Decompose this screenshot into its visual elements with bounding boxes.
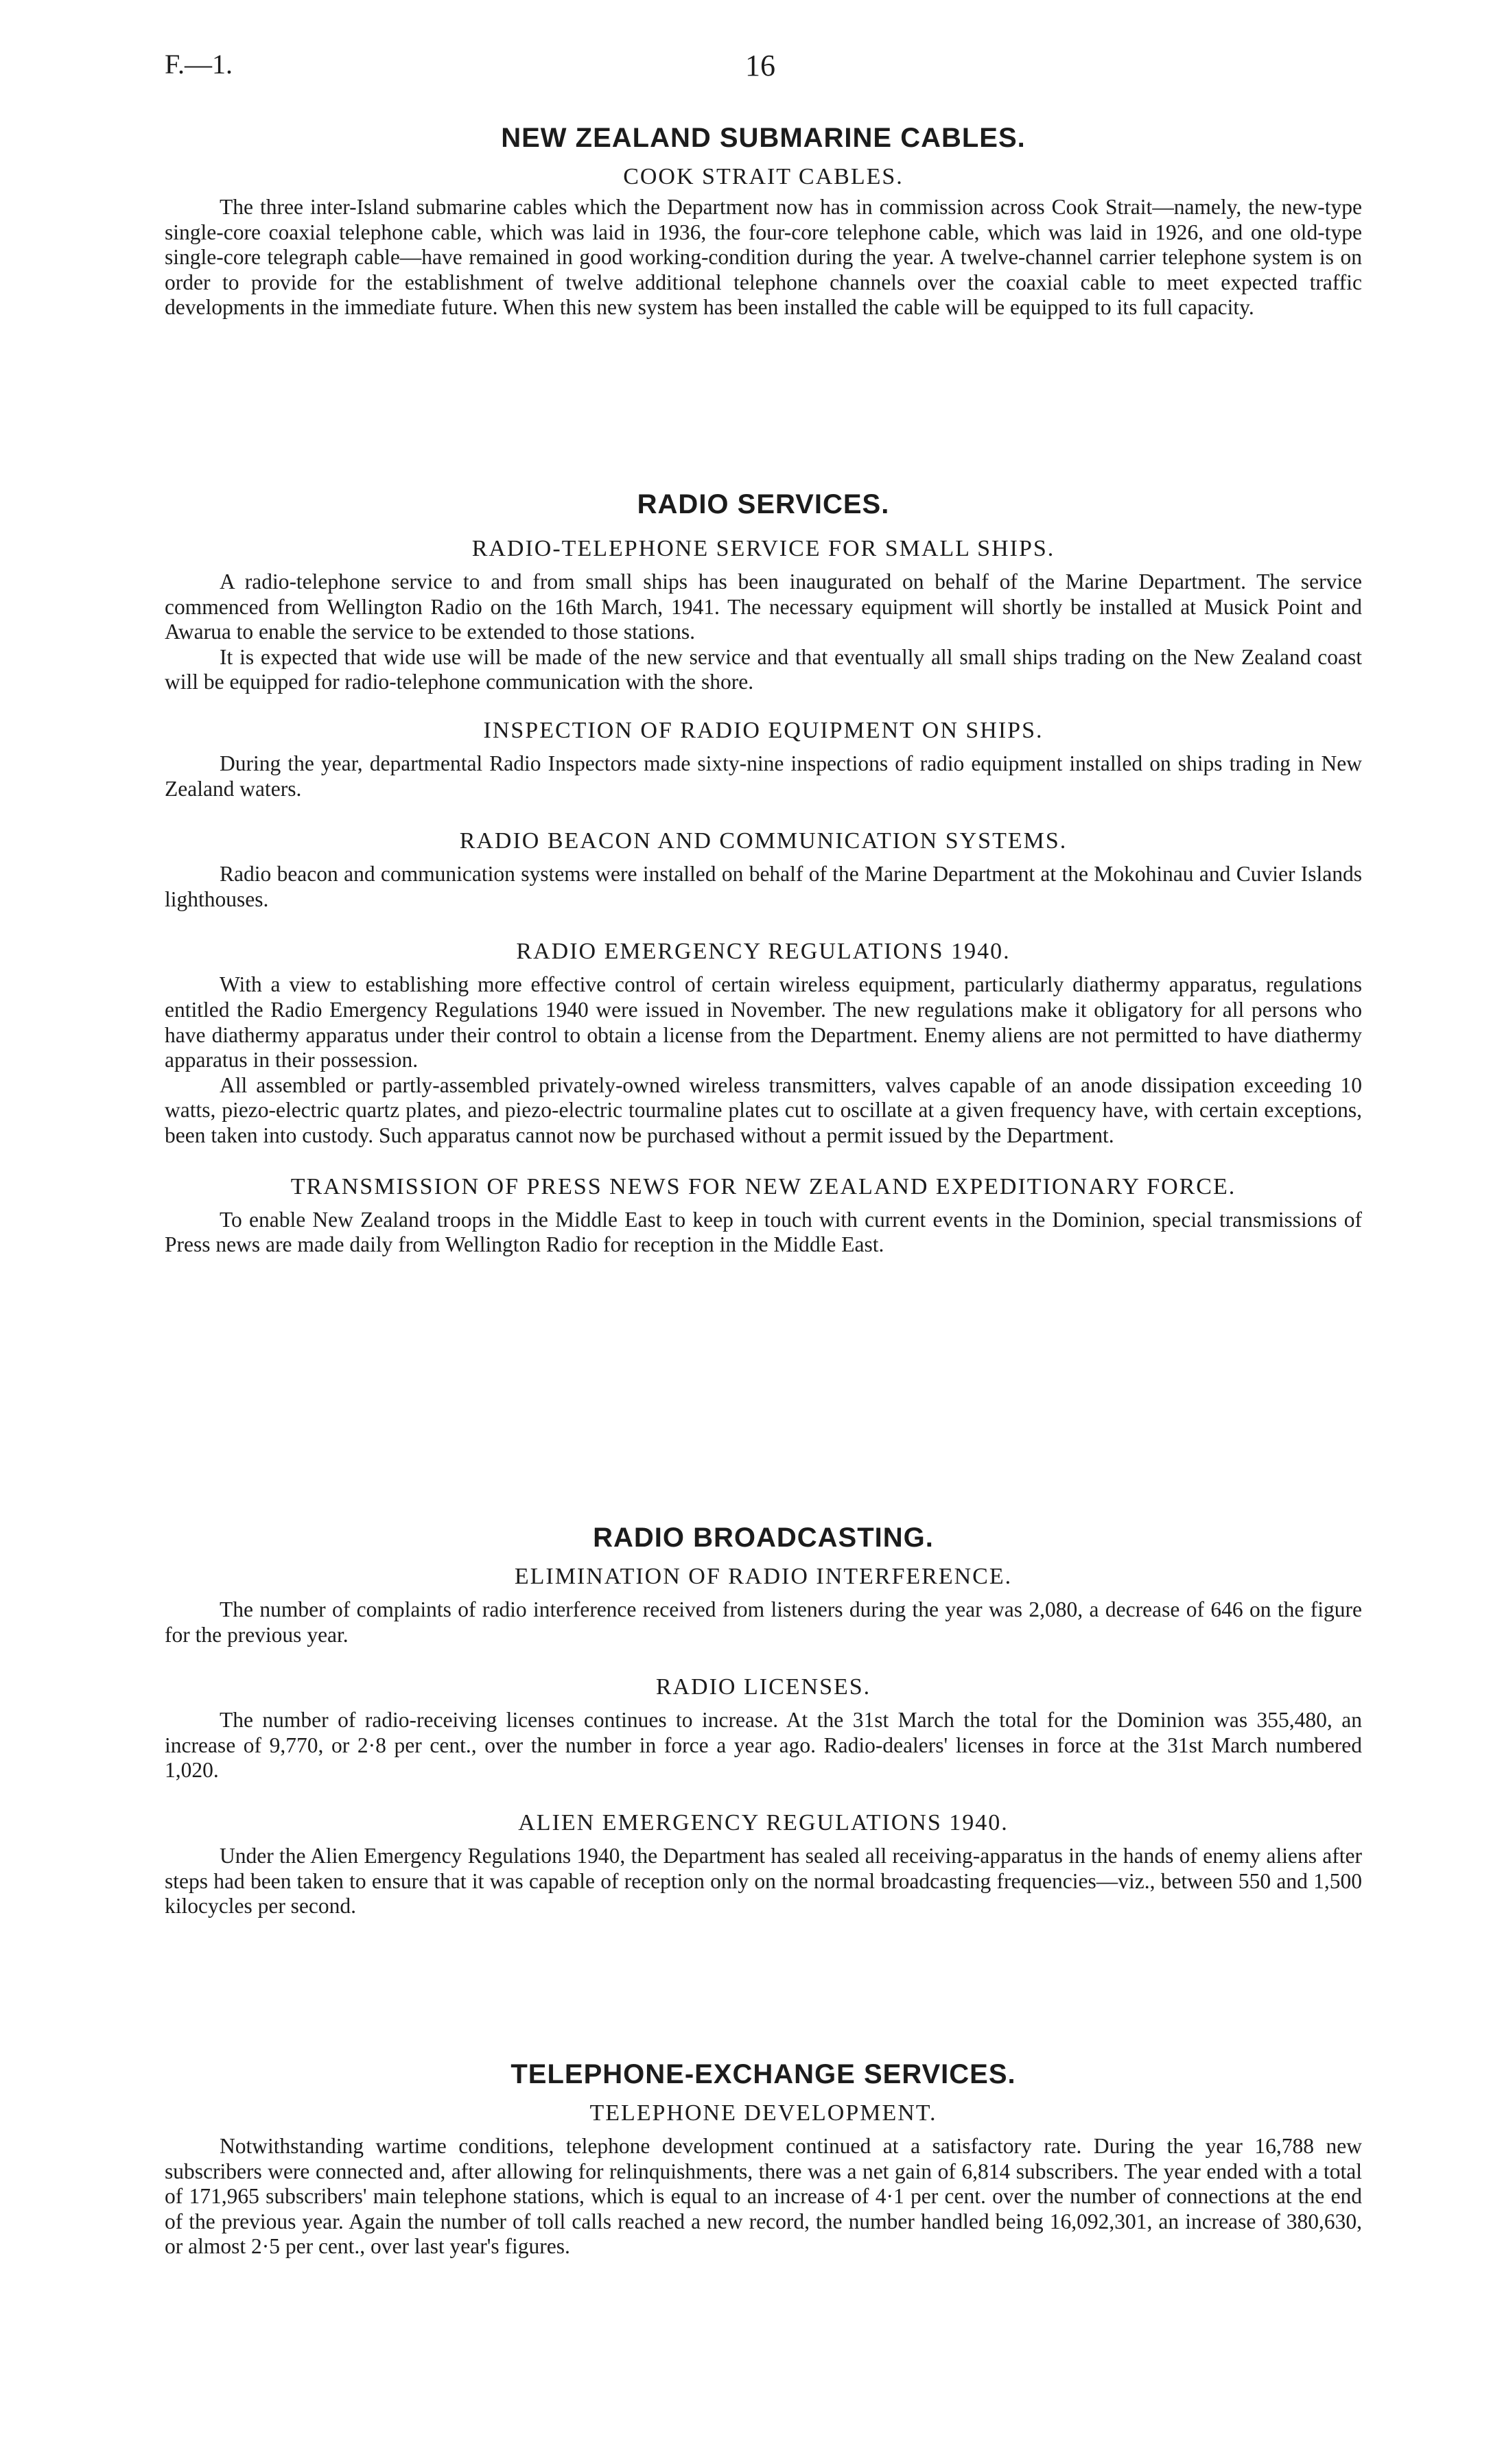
paragraph: Under the Alien Emergency Regulations 1940, the Department has sealed all receiving-apparatus in the hands of enemy aliens after steps had been taken to ensure that it was capable of reception only on the normal broadcasting frequencies—viz., between 550 and 1,500 kilocycles per second. (165, 1843, 1362, 1919)
paragraph: Notwithstanding wartime conditions, telephone development continued at a satisfactory rate. During the year 16,788 new subscribers were connected and, after allowing for relinquishments, there was a net gain of 6,814 subscribers. The year ended with a total of 171,965 subscribers' main telephone stations, which is equal to an increase of 4·1 per cent. over the number of connections at the end of the previous year. Again the number of toll calls reached a new record, the number handled being 16,092,301, an increase of 380,630, or almost 2·5 per cent., over last year's figures. (165, 2134, 1362, 2259)
subsection-title: ALIEN EMERGENCY REGULATIONS 1940. (518, 1809, 1009, 1835)
section-title: RADIO BROADCASTING. (593, 1523, 934, 1553)
subsection-title: INSPECTION OF RADIO EQUIPMENT ON SHIPS. (483, 717, 1044, 743)
subsection-title: TELEPHONE DEVELOPMENT. (589, 2100, 937, 2126)
paragraph: The three inter-Island submarine cables which the Department now has in commission across Cook Strait—namely, the new-type single-core coaxial telephone cable, which was laid in 1936, the four-core telephone cable, which was laid in 1926, and one old-type single-core telegraph cable—have remained in good working-condition during the year. A twelve-channel carrier telephone system is on order to provide for the establishment of twelve additional telephone channels over the coaxial cable to meet expected traffic developments in the immediate future. When this new system has been installed the cable will be equipped to its full capacity. (165, 195, 1362, 320)
paragraph: All assembled or partly-assembled privately-owned wireless transmitters, valves capable of an anode dissipation exceeding 10 watts, piezo-electric quartz plates, and piezo-electric tourmaline plates cut to oscillate at a given frequency have, with certain exceptions, been taken into custody. Such apparatus cannot now be purchased without a permit issued by the Department. (165, 1072, 1362, 1147)
subsection-title: RADIO-TELEPHONE SERVICE FOR SMALL SHIPS. (471, 536, 1055, 561)
subsection-title: RADIO EMERGENCY REGULATIONS 1940. (516, 939, 1011, 965)
section-title: NEW ZEALAND SUBMARINE CABLES. (501, 123, 1026, 153)
section-title: RADIO SERVICES. (637, 489, 890, 519)
subsection-title: ELIMINATION OF RADIO INTERFERENCE. (514, 1564, 1013, 1589)
subsection-title: RADIO LICENSES. (655, 1674, 871, 1700)
section-radio-broadcasting (165, 1522, 1362, 1919)
paragraph: It is expected that wide use will be made of the new service and that eventually all small ships trading on the New Zealand coast will be equipped for radio-telephone communication with the shore. (165, 644, 1362, 694)
section-telephone-exchange (165, 2058, 1362, 2260)
section-submarine-cables (165, 122, 1362, 320)
paragraph: The number of complaints of radio interference received from listeners during the year was 2,080, a decrease of 646 on the figure for the previous year. (165, 1597, 1362, 1647)
paragraph: Radio beacon and communication systems were installed on behalf of the Marine Department at the Mokohinau and Cuvier Islands lighthouses. (165, 862, 1362, 911)
paragraph: During the year, departmental Radio Inspectors made sixty-nine inspections of radio equipment installed on ships trading in New Zealand waters. (165, 751, 1362, 801)
paragraph: With a view to establishing more effective control of certain wireless equipment, particularly diathermy apparatus, regulations entitled the Radio Emergency Regulations 1940 were issued in November. The new regulations make it obligatory for all persons who have diathermy apparatus under their control to obtain a license from the Department. Enemy aliens are not permitted to have diathermy apparatus in their possession. (165, 972, 1362, 1072)
paragraph: The number of radio-receiving licenses continues to increase. At the 31st March the total for the Dominion was 355,480, an increase of 9,770, or 2·8 per cent., over the number in force a year ago. Radio-dealers' licenses in force at the 31st March numbered 1,020. (165, 1708, 1362, 1783)
document-code: F.—1. (165, 49, 233, 80)
section-title: TELEPHONE-EXCHANGE SERVICES. (510, 2059, 1016, 2089)
subsection-title: RADIO BEACON AND COMMUNICATION SYSTEMS. (459, 828, 1068, 854)
paragraph: To enable New Zealand troops in the Middle East to keep in touch with current events in the Dominion, special transmissions of Press news are made daily from Wellington Radio for reception in the Middle East. (165, 1207, 1362, 1257)
subsection-title: COOK STRAIT CABLES. (623, 164, 904, 189)
page-number: 16 (745, 49, 775, 82)
paragraph: A radio-telephone service to and from small ships has been inaugurated on behalf of the Marine Department. The service commenced from Wellington Radio on the 16th March, 1941. The necessary equipment will shortly be installed at Musick Point and Awarua to enable the service to be extended to those stations. (165, 570, 1362, 644)
section-radio-services (165, 489, 1362, 1258)
subsection-title: TRANSMISSION OF PRESS NEWS FOR NEW ZEALAND EXPEDITIONARY FORCE. (290, 1173, 1236, 1199)
